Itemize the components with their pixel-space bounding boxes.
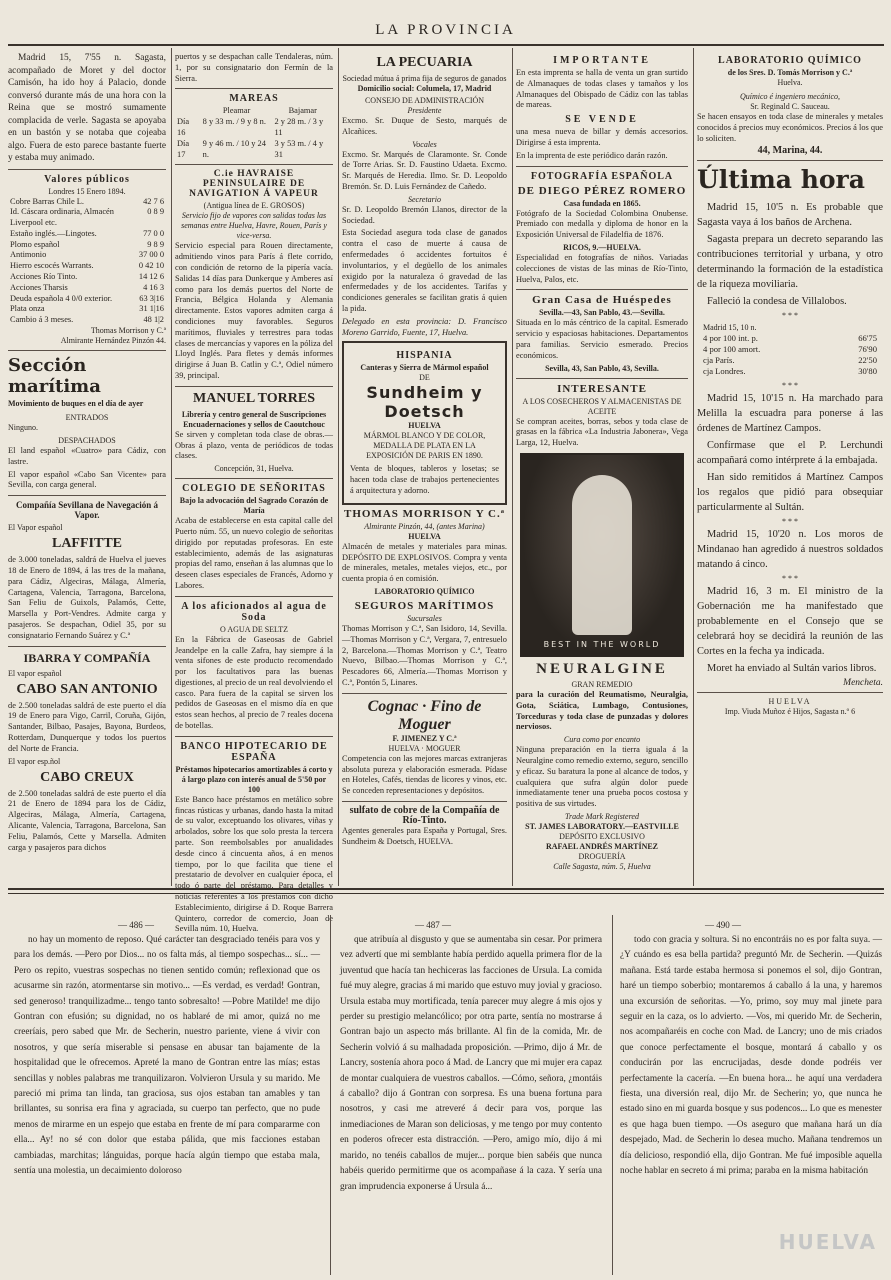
- cognac-text: Competencia con las mejores marcas extranjeras absoluta pureza y elaboración esmerada. Pídase en Hoteles, Cafés, tiendas de licores y vinos, etc. Se conceden representaciones y depósitos.: [342, 753, 507, 796]
- divider: [697, 160, 883, 161]
- news-paragraph: Sagasta prepara un decreto separando las contribuciones territorial y urbana, y otro determinando la formación de la estadística de la riqueza moviliaria.: [697, 234, 883, 291]
- neuralgine-subtitle: GRAN REMEDIO: [571, 679, 633, 689]
- news-paragraph: Han sido remitidos á Martínez Campos los regalos que pidió para obsequiar particularmente al Sultán.: [697, 472, 883, 514]
- cabo-antonio-text: de 2.500 toneladas saldrá de este puerto el día 19 de Enero para Vigo, Carril, Coruña, Gijón, Santander, Bilbao, Pasajes, Bayona, Burdeos, Rotterdam, Dunquerque y todos los puertos del Norte de Francia.: [8, 700, 166, 753]
- st-james-lab: ST. JAMES LABORATORY.—EASTVILLE: [525, 821, 679, 831]
- column-divider: [330, 915, 331, 1275]
- tides-day: Día 16: [177, 117, 190, 137]
- neuralgine-cura: Cura como por encanto: [563, 735, 641, 745]
- novel-text: todo con gracia y soltura. Si no encontráis no es por falta suya. —¿Y cuándo es esa bella partida? preguntó Mr. de Secherin. —Quizás mañana. Está tarde estaba hermosa si ponemos el sol, dijo Gontran, haré un tiempo soberbio; montaremos á caballo á la una, y haremos una excursión de señoritas. —Yo, primo, soy muy mal jinete para seguir en la caza, os lo advierto. —Vos, mi querido Mr. de Secherin, nos acompañaréis en coche con Mad. de Lancry; uno de mis criados que conoce perfectamente el bosque, montará á caballo y os conducirán por las encrucijadas, desde donde podréis ver perfectamente la cacería. —En buena hora... he aquí una verdadera fiesta, una diversión real, dijo Mr. de Secherin; yo, que nunca he estado sino en mi guarda bosque y sus podencos... Lo que es menester es que haga buen tiempo. —Os aseguro que mañana hará un día despejado, Mad. de Secherin lo desea mucho. Mañana tendremos un día delicioso, respondió ella, dijo Gontran. Me fué imposible aquella noche hablar en secreto á mi prima; paraba en la misma habitación: [620, 935, 882, 1177]
- se-vende-text: una mesa nueva de billar y demás accesorios. Dirigirse á esta imprenta.: [516, 127, 688, 147]
- column-divider: [338, 48, 339, 886]
- soda-text: En la Fábrica de Gaseosas de Gabriel Jeandelpe en la calle Zafra, hay siempre á la venta sifones de este producto recomendado por los facultativos para las buenas digestiones, al precio de un real devolviendo el casco. Para fuera de la capital se sirven los pedidos de Gaseosas en el mismo día en que estos sean hechos, al precio de 7 reales docena de botellas.: [175, 634, 333, 731]
- interesante-text: Se compran aceites, borras, sebos y toda clase de grasas en la fábrica «La Industria Jabonera», Vega Larga, 12, Huelva.: [516, 416, 688, 448]
- news-paragraph: Moret ha enviado al Sultán varios libros.: [707, 663, 877, 675]
- torres-text: Se sirven y completan toda clase de obras.—Obras á plazo, venta de periódicos de todas clases.: [175, 429, 333, 461]
- divider: [175, 478, 333, 479]
- news-paragraph: Madrid 15, 10'15 n. Ha marchado para Melilla la escuadra para ponerse á las órdenes de Martínez Campos.: [697, 393, 883, 435]
- values-name: Estaño inglés.—Lingotes.: [10, 228, 97, 238]
- printer-credit: Imp. Viuda Muñoz é Hijos, Sagasta n.º 6: [724, 707, 856, 717]
- values-amount: 48 1|2: [143, 315, 164, 325]
- rafael-address: Calle Sagasta, núm. 5, Huelva: [553, 861, 651, 871]
- news-paragraph: Madrid 15, 10'5 n. Es probable que Sagasta vaya á los baños de Archena.: [697, 202, 883, 229]
- values-name: Deuda española 4 0/0 exterior.: [10, 293, 113, 303]
- entrados-heading: ENTRADOS: [65, 413, 109, 423]
- advertisement-illustration: [520, 453, 684, 657]
- top-rule: [8, 44, 884, 46]
- maritime-section-title: Sección marítima: [8, 355, 101, 398]
- casa-address-2: Sevilla, 43, San Pablo, 43, Sevilla.: [545, 363, 659, 373]
- values-name: Cobre Barras Chile L.: [10, 196, 84, 206]
- sulfato-title: sulfato de cobre de la Compañía de Río-Tinto.: [349, 804, 500, 826]
- values-amount: 63 3|16: [139, 293, 164, 303]
- secretario-name: Sr. D. Leopoldo Bremón Llanos, director de la Sociedad.: [342, 204, 507, 225]
- divider: [175, 736, 333, 737]
- vapor-label: El Vapor español: [8, 523, 63, 533]
- colegio-title: COLEGIO DE SEÑORITAS: [182, 483, 326, 495]
- values-amount: 0 42 10: [138, 261, 164, 271]
- morrison-title: THOMAS MORRISON Y C.ª: [344, 507, 505, 520]
- column-1: [8, 52, 166, 884]
- morrison-city: HUELVA: [408, 531, 441, 541]
- entrados-text: Ninguno.: [8, 423, 38, 433]
- rate-name: 4 por 100 amort.: [703, 344, 761, 355]
- news-paragraph: Confírmase que el P. Lerchundi acompañará como intérprete á la embajada.: [697, 440, 883, 467]
- company-sevillana: Compañía Sevillana de Navegación á Vapor.: [15, 500, 158, 521]
- presidente-name: Excmo. Sr. Duque de Sesto, marqués de Alcañices.: [342, 116, 507, 136]
- rate-row: [703, 355, 877, 366]
- column-2: [175, 52, 333, 934]
- sulfato-text: Agentes generales para España y Portugal, Sres. Sundheim & Doetsch, HUELVA.: [342, 825, 507, 846]
- divider: [8, 646, 166, 647]
- hispania-ad: [342, 341, 507, 504]
- values-amount: 42 7 6: [143, 196, 164, 206]
- tides-day: Día 17: [177, 138, 190, 159]
- divider: [342, 693, 507, 694]
- values-name: Id. Cáscara ordinaria, Almacén Liverpool etc.: [10, 207, 114, 228]
- divider: [8, 350, 166, 351]
- asterism: * * *: [782, 574, 798, 584]
- column-3: [342, 52, 507, 884]
- divider: [8, 495, 166, 496]
- sucursales-heading: Sucursales: [407, 613, 442, 623]
- rate-value: 66'75: [858, 333, 877, 344]
- pecuaria-domicile: Domicilio social: Columela, 17, Madrid: [357, 84, 492, 93]
- secretario-heading: Secretario: [407, 194, 442, 204]
- woman-figure-illustration: [572, 475, 632, 635]
- banco-title: BANCO HIPOTECARIO DE ESPAÑA: [180, 740, 328, 763]
- despachado-2: El vapor español «Cabo San Vicente» para Sevilla, con carga general.: [8, 469, 166, 490]
- foto-text: Fotógrafo de la Sociedad Colombina Onubense. Premiado con medalla y diploma de honor en la Exposición Universal de Filadelfia de 1876.: [516, 208, 688, 240]
- signature: Mencheta.: [843, 678, 883, 689]
- values-amount: 37 00 0: [138, 250, 164, 260]
- morrison-lab: LABORATORIO QUÍMICO: [374, 586, 475, 596]
- neuralgine-title: NEURALGINE: [536, 660, 668, 677]
- folio-486: — 486 —: [118, 920, 154, 930]
- cognac-title: Cognac · Fino de Moguer: [367, 697, 482, 733]
- rate-row: [703, 344, 877, 355]
- values-sign: Thomas Morrison y C.ª: [90, 326, 166, 336]
- seguros-title: SEGUROS MARÍTIMOS: [354, 599, 495, 612]
- interesante-subtitle: A LOS COSECHEROS Y ALMACENISTAS DE ACEITE: [522, 396, 682, 416]
- values-row: [8, 304, 166, 315]
- divider: [175, 88, 333, 89]
- lab-text: Se hacen ensayos en toda clase de minerales y metales conocidos á precios muy económicos. Precios á los que lo soliciten.: [697, 112, 883, 143]
- laffitte-text: de 3.000 toneladas, saldrá de Huelva el jueves 18 de Enero de 1894, á las tres de la mañana, para Cádiz, Algeciras, Málaga, Almería, Cartagena, Valencia, Tarragona, Barcelona, San Feliu de Guixols, Palamós, Cette, Marsella y Port-Vendres. Admite carga y pasajeros. Se despachan, Odiel 35, por su consignatario Fernando Suárez y C.ª: [8, 555, 166, 640]
- tides-value: 9 y 46 m. / 10 y 24 n.: [202, 138, 266, 159]
- foto-text-2: Especialidad en fotografías de niños. Variadas colecciones de vistas de las minas de Río-Tinto, Huelva, Palos, etc.: [516, 252, 688, 284]
- folio-487: — 487 —: [415, 920, 451, 930]
- novel-column-2: [340, 933, 602, 1278]
- ship-cabo-antonio: CABO SAN ANTONIO: [16, 681, 158, 697]
- lab-title: LABORATORIO QUÍMICO: [718, 55, 862, 66]
- havre-subtitle: (Antigua línea de E. GROSOS): [203, 201, 305, 211]
- lab-chemist-name: Sr. Reginald C. Sauceau.: [750, 102, 830, 111]
- divider: [342, 801, 507, 802]
- asterism: * * *: [782, 311, 798, 321]
- hispania-title: HISPANIA: [396, 350, 453, 362]
- values-amount: 9 8 9: [147, 239, 164, 249]
- havre-service: Servicio fijo de vapores con salidas todas las semanas entre Huelva, Havre, Rouen, París y vice-versa.: [181, 211, 327, 241]
- poster-caption: BEST IN THE WORLD: [543, 639, 661, 649]
- values-name: Acciones Tharsis: [10, 282, 68, 292]
- values-name: Acciones Río Tinto.: [10, 272, 78, 282]
- values-amount: 0 8 9: [147, 207, 164, 217]
- news-paragraph: Madrid 16, 3 m. El ministro de la Gobernación me ha manifestado que probablemente en el Consejo que se celebrará hoy se decidirá la reunión de las Cortes en la fecha ya indicada.: [697, 586, 883, 658]
- column-divider: [171, 48, 172, 886]
- pecuaria-text: Esta Sociedad asegura toda clase de ganados contra el caso de muerte á causa de enfermedades ó accidentes fortuitos é involuntarios, y el degüello de los animales exigido por la naturaleza ó gravedad de las enfermedades y de los accidentes. Tarifas y condiciones generales se facilitan gratis á quien la pida.: [342, 228, 507, 313]
- se-vende-title: SE VENDE: [565, 114, 639, 126]
- folio-490: — 490 —: [705, 920, 741, 930]
- despachado-1: El land español «Cuatro» para Cádiz, con lastre.: [8, 446, 166, 466]
- torres-title: MANUEL TORRES: [192, 390, 315, 406]
- vocales-names: Excmo. Sr. Marqués de Claramonte. Sr. Conde de Torre Arias. Sr. D. Faustino Udaeta. Excmo. Sr. Marqués de Heredia. Ilmo. Sr. D. Leopoldo Bremón. Sr. D. Luis Fernández de Cañedo.: [342, 149, 507, 191]
- banco-text: Este Banco hace préstamos en metálico sobre fincas rústicas y urbanas, dando hasta la mitad de su valor, exceptuando los olivares, viñas y arbolados, sobre los que solo presta la tercera parte. Son reembolsables por anualidades desde cinco á cincuenta años, á en menos tiempo, por lo que facilita que tiene el prestatario de devolver en cualquier época, el todo ó parte del préstamo. Para detalles y noticias referentes á los préstamos con dicho Establecimiento, dirigirse á D. Roque Barrera Quintero, corredor de comercio, Joan de Sevilla núm. 10, Huelva.: [175, 794, 333, 934]
- values-row: [8, 283, 166, 294]
- consejo-heading: CONSEJO DE ADMINISTRACIÓN: [364, 96, 485, 105]
- jimenez-city: HUELVA · MOGUER: [388, 743, 461, 753]
- tides-bajamar-head: Bajamar: [288, 106, 317, 116]
- values-table: [8, 197, 166, 327]
- jimenez-name: F. JIMENEZ Y C.ª: [392, 733, 457, 743]
- havre-title: C.ie HAVRAISE PENINSULAIRE DE NAVIGATION Á VAPEUR: [189, 169, 319, 200]
- movement-heading: Movimiento de buques en el día de ayer: [8, 399, 144, 409]
- lab-address: 44, Marina, 44.: [757, 145, 823, 157]
- colegio-text: Acaba de establecerse en esta capital calle del Puerto núm. 55, un nuevo colegio de señoritas dirigido por reputadas profesoras. En este establecimiento, además de las asignaturas propias del ramo, enseñan á las alumnas que lo deseen clases especiales de Francés, Adorno y Labores.: [175, 516, 333, 590]
- column-5: [697, 52, 883, 884]
- marmol-text: MÁRMOL BLANCO Y DE COLOR, MEDALLA DE PLATA EN LA EXPOSICIÓN DE PARIS EN 1890.: [363, 431, 486, 461]
- values-row: [8, 240, 166, 251]
- importante-text: En esta imprenta se halla de venta un gran surtido de Almanaques de todas clases y tamaños y los Almanaques del Obispado de Cádiz con las tablas de mareas.: [516, 68, 688, 110]
- casa-address: Sevilla.—43, San Pablo, 43.—Sevilla.: [539, 308, 665, 318]
- library-watermark: HUELVA: [778, 1230, 877, 1254]
- vapor-label: El vapor esp.ñol: [8, 756, 61, 766]
- asterism: * * *: [782, 381, 798, 391]
- masthead: LA PROVINCIA: [375, 22, 516, 38]
- vapor-label: El vapor español: [8, 668, 62, 678]
- values-date: Londres 15 Enero 1894.: [48, 186, 126, 196]
- divider: [8, 169, 166, 170]
- novel-text: no hay un momento de reposo. Qué carácter tan desgraciado tenéis para vos y para los demás. —Pero por Dios... no os falta más, al tiempo sospechas... sí... —Pero os repito, vuestras sospechas no tienen sentido común; reflexionad que os acusarme sin razón, atormentarse sin motivo... —Es verdad, es verdad! Gontran, sed generoso! tranquilizadme... tengo tanto sobresalto! —Pobre Matilde! me dijo Gontran con efusión; su dignidad, no os hablaré de mi amor, quizá no me creeríais, pero sabed que Mr. de Secherin, nuestro pariente, viene á vivir con nosotros, y que sería miserable si pensase en abusar tan bajamente de la hospitalidad que le ofrecemos. Apreté la mano de Gontran entre las mías; estas sencillas y nobles palabras me tranquilizaron. Volvieron Ursula y su marido. Me pareció mi prima tan linda, tan graciosa, sus ojos estaban tan amables y tan brillantes, su sonrisa era fina y agraciada, su cuerpo tan perfecto, que no pude menos de mirarme en un espejo que estaba en frente de mí para compararme con ella... Ay! no sé con dolor que estaba pálida, que mis facciones estaban cambiadas, marchitas; lánguidas, porque hacía algún tiempo que estaba mala, sentía una molestia, un decaimiento doloroso: [14, 935, 320, 1177]
- values-name: Plomo español: [10, 239, 60, 249]
- casa-text: Situada en lo más céntrico de la capital. Esmerado servicio y espaciosas habitaciones. Departamentos para familias. Servicio esmerado. Precios económicos.: [516, 318, 688, 360]
- rates-list: [703, 333, 877, 377]
- column-divider: [512, 48, 513, 886]
- asterism: * * *: [782, 517, 798, 527]
- bottom-rule: [8, 888, 884, 890]
- rate-value: 22'50: [858, 355, 877, 366]
- soda-title: A los aficionados al agua de Soda: [181, 600, 327, 623]
- bottom-rule-thin: [8, 893, 884, 894]
- values-row: [8, 315, 166, 326]
- values-row: [8, 272, 166, 283]
- foto-founded: Casa fundada en 1865.: [563, 198, 641, 208]
- rate-name: cja Londres.: [703, 366, 746, 377]
- venta-text: Venta de bloques, tableros y losetas; se hacen toda clase de trabajos pertenecientes á arquitectura y adorno.: [350, 464, 499, 495]
- values-row: [8, 229, 166, 240]
- se-vende-sub: En la imprenta de este periódico darán razón.: [516, 150, 668, 160]
- rate-row: [703, 333, 877, 344]
- novel-text: que atribuía al disgusto y que se aumentaba sin cesar. Por primera vez advertí que mi semblante había perdido aquella primera flor de la juventud que hacía tan hechiceras las facciones de Ursula. La comida fué muy alegre, gracias á mi marido que estuvo muy jovial y gracioso. Ursula estaba muy mortificada, tenía parecer muy alegre á mis ojos y perder su prestigio melancólico; por otra parte, sentía no mostrarse á Gontran bajo un aspecto más brillante. Al fin de la comida, Mr. de Secherin volvió á su malhadada proposición. —Primo, dijo á Mr. de Lancry, sostenía ahora poco á Mad. de Lancry que mi mujer era capaz de montar cualquiera de vuestros caballos. —Cómo, señora, ¿montáis á caballo? dijo á Gontran con sorpresa. Es una buena fortuna para nosotros, y casi me atreveré á decir para vos, porque las inmediaciones de Maran son deliciosas, y me tengo por muy contento en poderos ofrecer esta distracción. —Pero, amigo mío, dijo á mi marido, no tenéis caballos de mujer... porque bien sabéis que nunca habéis querido permitirme que os acompañase á la caza. Y sería una gran imprudencia exponerse á Ursula á...: [340, 935, 602, 1192]
- deposito-label: DEPÓSITO EXCLUSIVO: [559, 831, 645, 841]
- values-amount: 77 0 0: [143, 228, 164, 238]
- divider: [516, 166, 688, 167]
- tides-pleamar-head: Pleamar: [222, 106, 251, 116]
- ship-cabo-creux: CABO CREUX: [40, 769, 134, 785]
- rate-value: 76'90: [858, 344, 877, 355]
- values-sign-address: Almirante Hernández Pinzón 44.: [60, 336, 166, 346]
- foto-address: RICOS, 9.—HUELVA.: [563, 242, 641, 252]
- pecuaria-title: LA PECUARIA: [376, 55, 473, 70]
- rate-name: 4 por 100 int. p.: [703, 333, 758, 344]
- soda-subtitle: O AGUA DE SELTZ: [220, 624, 288, 634]
- rates-heading: Madrid 15, 10 n.: [703, 323, 757, 333]
- drogueria-label: DROGUERÍA: [578, 851, 626, 861]
- values-row: [8, 250, 166, 261]
- novel-column-1: [14, 933, 320, 1278]
- morrison-text: Almacén de metales y materiales para minas. DEPÓSITO DE EXPLOSIVOS. Compra y venta de minerales, metales, metales viejos, etc., por cuenta propia ó en comisión.: [342, 541, 507, 584]
- values-row: [8, 294, 166, 305]
- values-row: [8, 261, 166, 272]
- cabo-creux-text: de 2.500 toneladas saldrá de este puerto el día 21 de Enero de 1894 para los de Cádiz, Algeciras, Málaga, Almería, Cartagena, Alicante, Valencia, Tarragona, Barcelona, San Feliu, Palamós, Cette y Marsella. Admiten carga y pasajeros para dichos: [8, 788, 166, 852]
- divider: [516, 378, 688, 379]
- column-divider: [612, 915, 613, 1275]
- tides-value: 8 y 33 m. / 9 y 8 n.: [202, 117, 266, 127]
- ibarra-title: IBARRA Y COMPAÑÍA: [23, 650, 151, 665]
- morrison-address: Almirante Pinzón, 44, (antes Marina): [364, 521, 485, 531]
- divider: [516, 289, 688, 290]
- values-amount: 14 12 6: [138, 272, 164, 282]
- values-name: Plata onza: [10, 304, 45, 314]
- canteras-line: Canteras y Sierra de Mármol español: [360, 363, 489, 373]
- divider: [697, 692, 883, 693]
- importante-title: IMPORTANTE: [553, 55, 651, 66]
- trademark: Trade Mark Registered: [565, 811, 639, 821]
- values-name: Antimonio: [10, 250, 47, 260]
- tides-title: MAREAS: [229, 93, 279, 105]
- lab-city: Huelva.: [777, 78, 803, 87]
- hispania-city: HUELVA: [408, 421, 441, 431]
- news-paragraph: Madrid 15, 10'20 n. Los moros de Mindanao han agredido á nuestros soldados matando á cinco.: [697, 529, 883, 571]
- values-title: Valores públicos: [44, 173, 130, 185]
- column-4: [516, 52, 688, 884]
- interesante-title: INTERESANTE: [557, 382, 647, 395]
- lab-owners: de los Sres. D. Tomás Morrison y C.ª: [727, 68, 853, 77]
- torres-subtitle-2: Encuadernaciones y sellos de Caoutchouc: [183, 419, 325, 429]
- sucursales-text: Thomas Morrison y C.ª, San Isidoro, 14, Sevilla.—Thomas Morrison y C.ª, Vergara, 7, entresuelo 2, Barcelona.—Thomas Morrison y C.ª, Teatro Nuevo, Bilbao.—Thomas Morrison y C.ª, Pescadores 66, Almería.—Thomas Morrison y C.ª, Pontón 5, Linares.: [342, 623, 507, 687]
- values-amount: 4 16 3: [143, 282, 164, 292]
- pecuaria-subtitle: Sociedad mútua á prima fija de seguros de ganados: [342, 74, 507, 83]
- intro-dispatch: Madrid 15, 7'55 n. Sagasta, acompañado de Moret y del doctor Camisón, ha ido hoy á Palacio, donde conversó durante más de una hora con la Reina que se mostró sumamente complacida de verle. Sagasta se apoyaba en un bastón y se notaba que cojeaba algo. Fuera de esto parece bastante fuerte y estaba muy animado.: [8, 53, 166, 163]
- values-amount: 31 1|16: [139, 304, 164, 314]
- rafael-name: RAFAEL ANDRÉS MARTÍNEZ: [545, 841, 659, 851]
- despachados-heading: DESPACHADOS: [58, 436, 116, 446]
- lab-chemist-role: Químico é ingeniero mecánico,: [739, 92, 841, 101]
- ship-laffitte: LAFFITTE: [51, 536, 122, 552]
- values-name: Hierro escocés Warrants.: [10, 261, 94, 271]
- casa-title: Gran Casa de Huéspedes: [532, 294, 672, 307]
- neuralgine-text-2: Ninguna preparación en la tierra iguala á la Neuralgine como remedio externo, seguro, sencillo y eficaz. Su baratura la pone al alcance de todos, y cualquiera que sufra algún dolor puede inmediatamente tener una prueba pocos costosa y positiva de sus virtudes.: [516, 745, 688, 809]
- torres-subtitle: Librería y centro general de Suscripciones: [181, 409, 327, 419]
- novel-column-3: [620, 933, 882, 1278]
- column-divider: [693, 48, 694, 886]
- footer-city: HUELVA: [768, 697, 812, 707]
- tides-value: 3 y 53 m. / 4 y 31: [274, 138, 324, 159]
- banco-subtitle: Préstamos hipotecarios amortizables á corto y á largo plazo con interés anual de 5'50 por 100: [175, 764, 333, 794]
- neuralgine-text: para la curación del Reumatismo, Neuralgia, Gota, Sciática, Lumbago, Contusiones, Torceduras y toda clase de punzadas y dolores nerviosos.: [516, 689, 688, 732]
- delegado: Delegado en esta provincia: D. Francisco Moreno Garrido, Fuente, 17, Huelva.: [342, 316, 507, 337]
- de-line: DE: [419, 373, 430, 383]
- tides-value: 2 y 28 m. / 3 y 11: [274, 117, 324, 137]
- ultima-hora-title: Última hora: [697, 165, 865, 195]
- presidente-heading: Presidente: [407, 106, 442, 115]
- havre-text: Servicio especial para Rouen directamente, admitiendo vinos para París á flete corrido, con condición de retorno de la pipería vacía. Salidas 14 días para Dunkerque y Amberes así como para los demás puertos del Norte de Francia, Bélgica Holanda y Alemania directamente. Estos vapores admiten carga á condiciones muy favorables. Seguros marítimos, fluviales y terrestres para todas clases de mercancías y vapores en la póliza del Lloyd Inglés. Para fletes y demás informes dirigirse á Juan B. Catlin y C.ª, Odiel número 39, principal.: [175, 241, 333, 380]
- news-paragraph: Falleció la condesa de Villalobos.: [707, 296, 847, 308]
- torres-address: Concepción, 31, Huelva.: [214, 464, 294, 474]
- foto-title: FOTOGRAFÍA ESPAÑOLA: [530, 170, 674, 182]
- values-row: [8, 197, 166, 208]
- sundheim-title: Sundheim y Doetsch: [366, 383, 483, 422]
- rate-value: 30'80: [858, 366, 877, 377]
- values-name: Cambio á 3 meses.: [10, 315, 74, 325]
- colegio-subtitle: Bajo la advocación del Sagrado Corazón de María: [179, 496, 329, 516]
- foto-name: DE DIEGO PÉREZ ROMERO: [517, 184, 687, 197]
- tides-table: [175, 106, 333, 160]
- values-row: [8, 207, 166, 229]
- divider: [175, 386, 333, 387]
- rate-name: cja París.: [703, 355, 735, 366]
- divider: [175, 596, 333, 597]
- shipping-continuation: puertos y se despachan calle Tendaleras, núm. 1, por su consignatario don Fermín de la Sierra.: [175, 52, 333, 83]
- divider: [175, 164, 333, 165]
- rate-row: [703, 366, 877, 377]
- vocales-heading: Vocales: [412, 139, 437, 149]
